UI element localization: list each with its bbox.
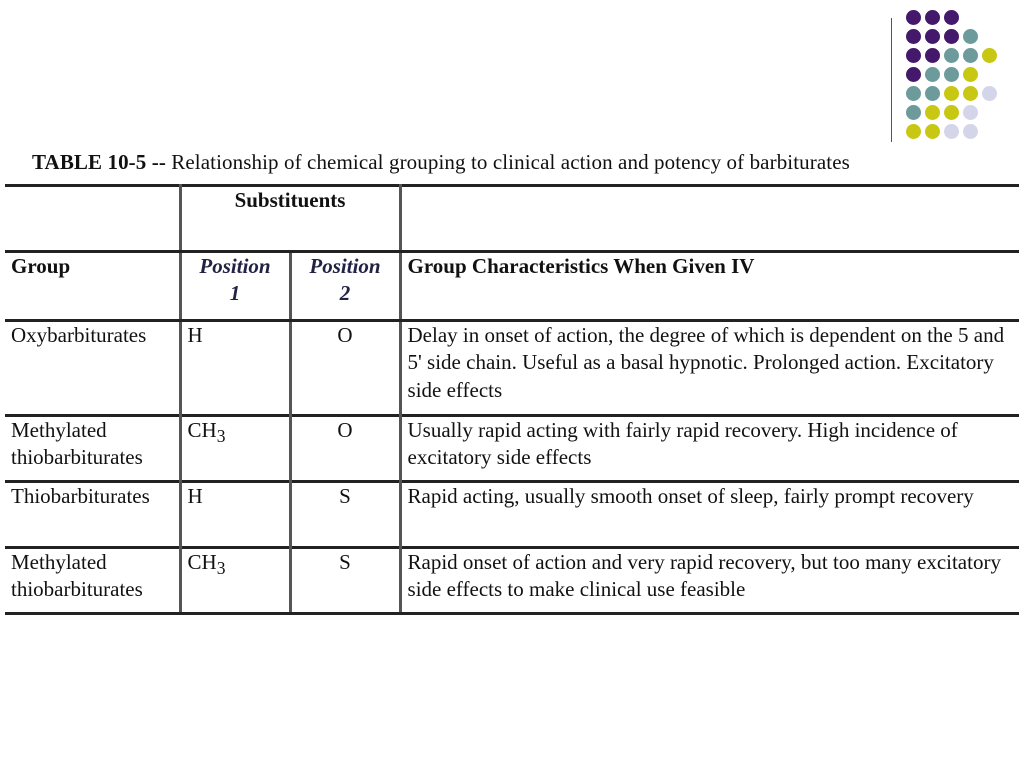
position-1-header [180,252,290,321]
position-1-value: H [187,484,203,508]
table-row [5,548,1019,614]
group-name-line2: thiobarbiturates [11,577,143,602]
decorative-dot-grid [906,10,1006,142]
characteristics-cell: Rapid acting, usually smooth onset of sleep, fairly prompt recovery [400,482,1019,548]
position-2-header [290,252,400,321]
table-title [32,150,850,175]
table-row [5,482,1019,548]
group-cell [5,321,180,416]
position-1-value: H [187,323,203,347]
decorative-dot [925,29,940,44]
decorative-dot [925,86,940,101]
decorative-dot [982,48,997,63]
table-row [5,321,1019,416]
position-1-cell [180,548,290,614]
decorative-dot [963,67,978,82]
position-1-value: CH [187,418,217,442]
position-1-subscript: 3 [216,426,226,447]
decorative-divider-line [891,18,892,142]
table-number: TABLE 10-5 -- [32,150,166,174]
position-2-number: 2 [339,281,351,306]
position-1-value: CH [187,550,217,574]
position-1-cell [180,482,290,548]
group-header: Group [5,252,180,321]
table-row [5,416,1019,482]
decorative-dot [906,29,921,44]
decorative-dot [944,29,959,44]
decorative-dot [944,105,959,120]
decorative-dot [963,48,978,63]
empty-header-cell [400,186,1019,252]
decorative-dot [963,86,978,101]
position-1-cell [180,321,290,416]
substituents-header: Substituents [180,186,400,252]
position-1-cell [180,416,290,482]
characteristics-cell: Rapid onset of action and very rapid recovery, but too many excitatory side effects to make clinical use feasible [400,548,1019,614]
barbiturates-table [5,184,1019,615]
table-caption: Relationship of chemical grouping to clinical action and potency of barbiturates [171,150,850,174]
decorative-dot [906,86,921,101]
characteristics-cell: Usually rapid acting with fairly rapid recovery. High incidence of excitatory side effects [400,416,1019,482]
decorative-dot [944,86,959,101]
group-cell [5,416,180,482]
decorative-dot [944,48,959,63]
decorative-dot [944,67,959,82]
group-cell [5,482,180,548]
empty-header-cell [5,186,180,252]
group-name-line2: thiobarbiturates [11,445,143,470]
decorative-dot [906,67,921,82]
decorative-dot [925,48,940,63]
decorative-dot [944,124,959,139]
characteristics-header: Group Characteristics When Given IV [400,252,1019,321]
decorative-dot [906,124,921,139]
substituents-header-row [5,186,1019,252]
position-1-subscript: 3 [216,558,226,579]
decorative-dot [944,10,959,25]
decorative-dot [963,124,978,139]
decorative-dot [906,48,921,63]
characteristics-cell: Delay in onset of action, the degree of which is dependent on the 5 and 5' side chain. Useful as a basal hypnotic. Prolonged action. Excitatory side effects [407,323,1005,402]
decorative-dot [925,10,940,25]
decorative-dot [982,86,997,101]
position-1-label: Position [199,254,271,278]
decorative-dot [963,29,978,44]
group-name: Methylated [11,550,107,574]
position-2-cell: S [290,548,400,614]
decorative-dot [925,105,940,120]
decorative-dot [925,67,940,82]
decorative-dot [925,124,940,139]
decorative-dot [906,10,921,25]
decorative-dot [906,105,921,120]
group-name: Methylated [11,418,107,442]
group-name: Oxybarbiturates [11,323,147,347]
position-2-cell: O [290,416,400,482]
position-2-label: Position [309,254,381,278]
position-2-cell: O [290,321,400,416]
position-2-cell: S [290,482,400,548]
position-1-number: 1 [229,281,241,306]
group-cell [5,548,180,614]
decorative-dot [963,105,978,120]
group-name: Thiobarbiturates [11,484,150,508]
column-header-row [5,252,1019,321]
